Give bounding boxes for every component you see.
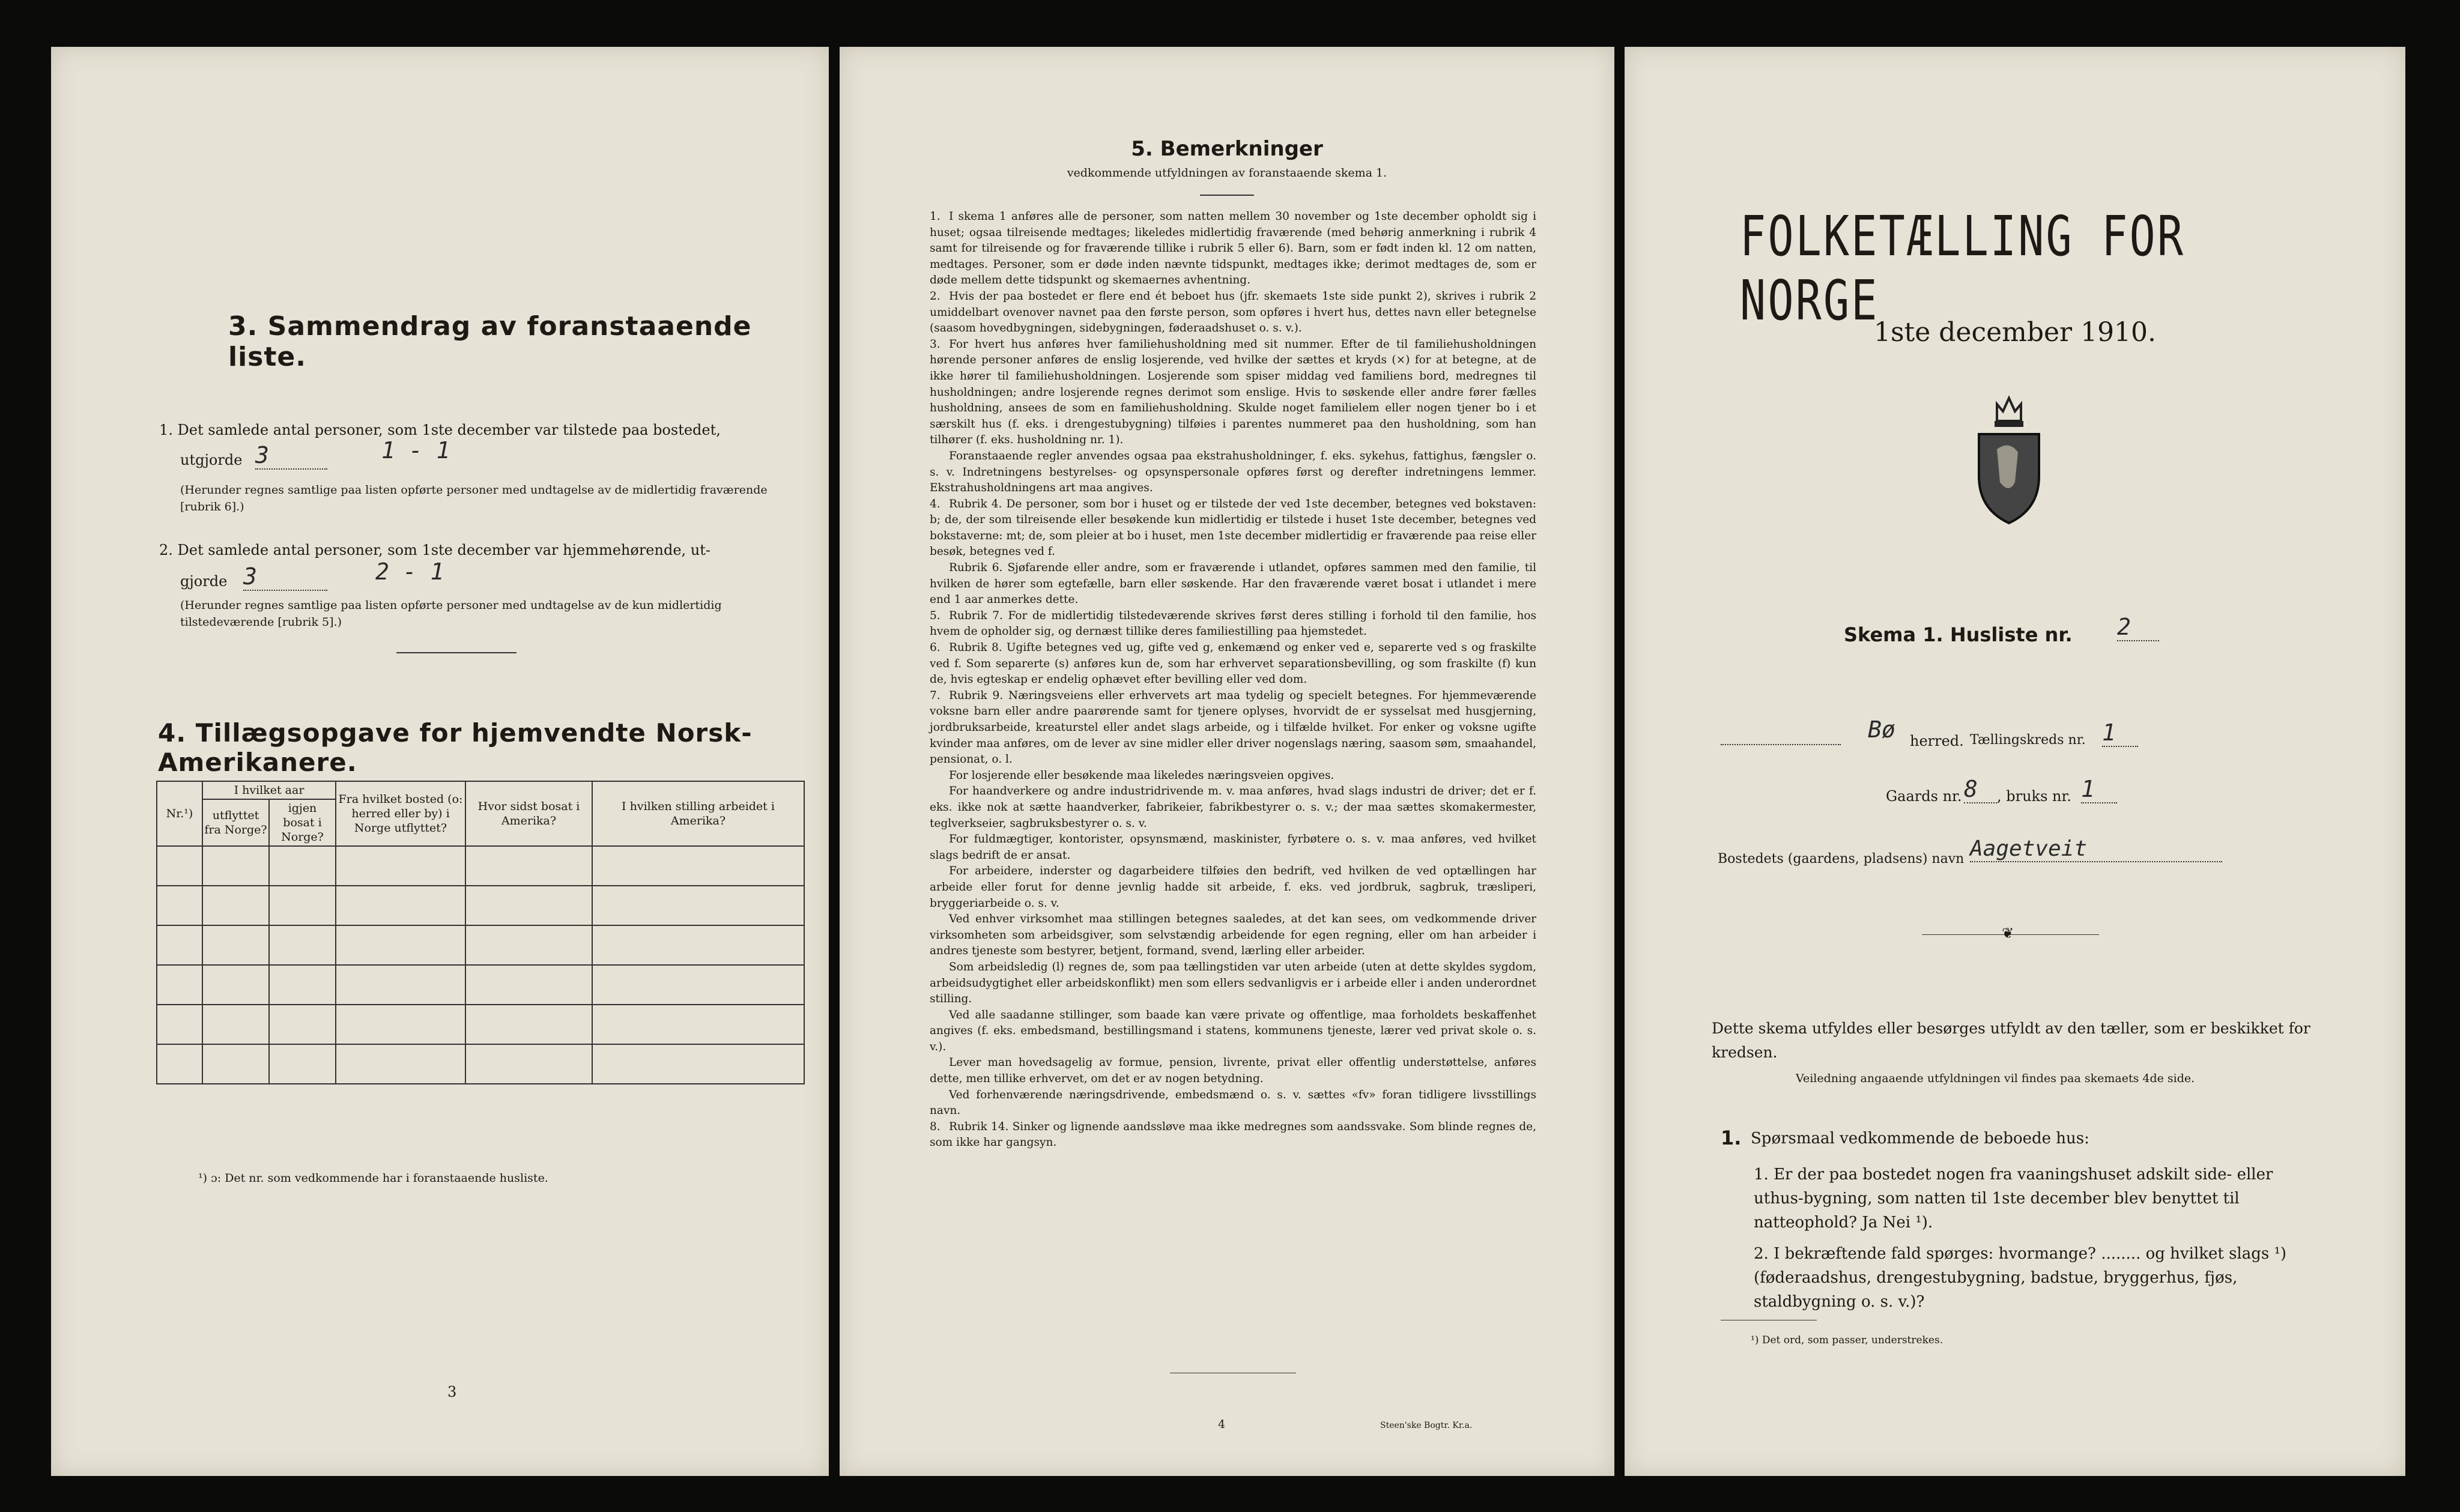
divider bbox=[1200, 195, 1254, 196]
herred-label: herred. bbox=[1910, 733, 1964, 749]
col-nr: Nr.¹) bbox=[157, 781, 202, 846]
remark-paragraph bbox=[930, 640, 1536, 688]
remark-number: 3. bbox=[930, 337, 941, 351]
gaards-label: Gaards nr. bbox=[1886, 788, 1962, 805]
instructions: Dette skema utfyldes eller besørges utfyldt av den tæller, som er beskikket for kredsen. bbox=[1712, 1020, 2310, 1061]
remark-paragraph bbox=[930, 688, 1536, 768]
remark-text: Rubrik 14. Sinker og lignende aandssløve maa ikke medregnes som aandssvake. Som blinde regnes de, som ikke har gangsyn. bbox=[930, 1120, 1536, 1149]
bruks-label: , bruks nr. bbox=[1997, 788, 2071, 805]
item2-note: (Herunder regnes samtlige paa listen opførte personer med undtagelse av de kun midlertidig tilstedeværende [rubrik 5].) bbox=[180, 599, 722, 629]
remark-paragraph bbox=[930, 608, 1536, 640]
item2-line: 2. Det samlede antal personer, som 1ste december var hjemmehørende, ut- bbox=[159, 542, 710, 558]
remark-text: Ved enhver virksomhet maa stillingen betegnes saaledes, at det kan sees, om vedkommende driver virksomheten som arbeidsgiver, som selvstændig arbeidende for egen regning, eller om han arbeider i andres tjeneste som bestyrer, betjent, formand, svend, lærling eller arbeider. bbox=[930, 913, 1536, 958]
husliste-number: 2 bbox=[2117, 614, 2159, 641]
bruks-value: 1 bbox=[2081, 776, 2117, 803]
remark-text: Som arbeidsledig (l) regnes de, som paa tællingstiden var uten arbeide (uten at dette skyldes sygdom, arbeidsudygtighet eller arbeidskonflikt) men som ellers sedvanligvis er i arbeide eller i anden underordnet stilling. bbox=[930, 960, 1536, 1006]
remark-text: For arbeidere, inderster og dagarbeidere tilføies den bedrift, ved hvilken de ved optællingen har arbeide eller forut for denne jevnlig hadde sit arbeide, f. eks. ved jordbruk, sagbruk, træsliperi, bryggeriarbeide o. s. v. bbox=[930, 865, 1536, 910]
item1-prefix: utgjorde bbox=[180, 452, 243, 468]
remark-text: Rubrik 7. For de midlertidig tilstedeværende skrives først deres stilling i forhold til den familie, hos hvem de opholder sig, og dernæst tillike deres familiestilling paa hjemstedet. bbox=[930, 609, 1536, 638]
schema-label: Skema 1. Husliste nr. bbox=[1844, 623, 2073, 646]
remark-text: Foranstaaende regler anvendes ogsaa paa ekstrahusholdninger, f. eks. sykehus, fattighus, fængsler o. s. v. Indretningens bestyrelses- og opsynspersonale opføres først og derefter indretningens lemmer. Ekstrahusholdningens art maa angives. bbox=[930, 449, 1536, 495]
norsk-amerikanere-table bbox=[156, 781, 805, 1084]
page-number: 4 bbox=[1218, 1418, 1226, 1431]
remarks-title: 5. Bemerkninger bbox=[1131, 137, 1323, 161]
ornament-icon: ❦ bbox=[2002, 925, 2014, 942]
remark-number: 2. bbox=[930, 289, 941, 303]
remark-text: For haandverkere og andre industridrivende m. v. maa anføres, hvad slags industri de driver; det er f. eks. ikke nok at sætte haandverker, fabrikeier, fabrikbestyrer o. s. v.; der maa sættes skomakermester, teglverkseier, sagbruksbestyrer o. s. v. bbox=[930, 785, 1536, 830]
col-group-aar: I hvilket aar bbox=[202, 781, 336, 799]
col-sidst-bosat: Hvor sidst bosat i Amerika? bbox=[465, 781, 592, 846]
remark-text: Ved forhenværende næringsdrivende, embedsmænd o. s. v. sættes «fv» foran tidligere livsstillings navn. bbox=[930, 1088, 1536, 1117]
col-utflyttet: utflyttet fra Norge? bbox=[202, 799, 269, 846]
remark-text: Hvis der paa bostedet er flere end ét beboet hus (jfr. skemaets 1ste side punkt 2), skrives i rubrik 2 umiddelbart ovenover navnet paa den første person, som opføres i hvert hus, dettes navn eller betegnelse (saasom hovedbygningen, sidebygningen, føderaadshuset o. s. v.). bbox=[930, 289, 1536, 335]
remark-paragraph bbox=[930, 1055, 1536, 1087]
remark-paragraph bbox=[930, 449, 1536, 497]
remark-paragraph bbox=[930, 209, 1536, 289]
table-row bbox=[157, 1005, 804, 1044]
remark-paragraph bbox=[930, 1119, 1536, 1151]
remark-text: For fuldmægtiger, kontorister, opsynsmænd, maskinister, fyrbøtere o. s. v. maa anføres, ved hvilket slags bedrift de er ansat. bbox=[930, 833, 1536, 862]
remark-paragraph bbox=[930, 497, 1536, 560]
question-heading-num: 1. bbox=[1721, 1126, 1742, 1149]
remark-text: I skema 1 anføres alle de personer, som natten mellem 30 november og 1ste december opholdt sig i huset; ogsaa tilreisende medtages; likeledes midlertidig fraværende (med behørig anmerkning i rubrik 4 samt for tilreisende og for fraværende tillike i rubrik 5 eller 6). Barn, som er født inden kl. 12 om natten, medtages. Personer, som er døde inden nævnte tidspunkt, medtages ikke; derimot medtages de, som er døde mellem dette tidspunkt og skemaernes avhentning. bbox=[930, 210, 1536, 287]
bosted-value: Aagetveit bbox=[1970, 836, 2222, 862]
item1-handwritten: 1 - 1 bbox=[381, 437, 450, 464]
section3-title: 3. Sammendrag av foranstaaende liste. bbox=[228, 311, 752, 372]
instructions-small: Veiledning angaaende utfyldningen vil findes paa skemaets 4de side. bbox=[1796, 1072, 2195, 1085]
remark-paragraph bbox=[930, 1087, 1536, 1119]
gaards-value: 8 bbox=[1964, 776, 1997, 803]
census-date: 1ste december 1910. bbox=[1873, 317, 2157, 348]
table-row bbox=[157, 886, 804, 925]
table-row bbox=[157, 846, 804, 886]
item1-line: 1. Det samlede antal personer, som 1ste december var tilstede paa bostedet, bbox=[159, 422, 721, 438]
col-bosat: igjen bosat i Norge? bbox=[269, 799, 336, 846]
remark-paragraph bbox=[930, 863, 1536, 912]
page-number: 3 bbox=[447, 1383, 457, 1400]
kreds-label: Tællingskreds nr. bbox=[1970, 733, 2086, 748]
herred-value: Bø bbox=[1868, 716, 1895, 743]
remark-number: 4. bbox=[930, 497, 941, 510]
item1-value: 3 bbox=[255, 442, 327, 470]
remark-paragraph bbox=[930, 560, 1536, 608]
remark-text: Rubrik 6. Sjøfarende eller andre, som er fraværende i utlandet, opføres sammen med den familie, til hvilken de hører som egtefælle, barn eller søskende. Har den fraværende været bosat i utlandet i mere end 1 aar anmerkes dette. bbox=[930, 561, 1536, 606]
printer-imprint: Steen'ske Bogtr. Kr.a. bbox=[1380, 1421, 1473, 1430]
divider bbox=[396, 652, 517, 653]
remark-paragraph bbox=[930, 1008, 1536, 1056]
remarks-subtitle: vedkommende utfyldningen av foranstaaende skema 1. bbox=[1067, 166, 1387, 180]
coat-of-arms-icon bbox=[1973, 392, 2045, 527]
remark-text: Rubrik 9. Næringsveiens eller erhvervets art maa tydelig og specielt betegnes. For hjemmeværende voksne barn eller andre paarørende samt for tjenere oplyses, hvorvidt de er sysselsat med husgjerning, jordbruksarbeide, kreaturstel eller andet slags arbeide, og i tilfælde hvilket. For enker og voksne ugifte kvinder maa anføres, om de lever av sine midler eller driver nogenslags næring, saasom søm, smaahandel, pensionat, o. l. bbox=[930, 689, 1536, 766]
table-row bbox=[157, 925, 804, 965]
remark-paragraph bbox=[930, 832, 1536, 863]
right-page bbox=[1625, 47, 2405, 1476]
bosted-label: Bostedets (gaardens, pladsens) navn bbox=[1718, 851, 1965, 866]
table-row bbox=[157, 1044, 804, 1084]
census-title: FOLKETÆLLING FOR NORGE bbox=[1740, 204, 2186, 333]
right-footnote: ¹) Det ord, som passer, understrekes. bbox=[1751, 1334, 1943, 1346]
question-2: 2. I bekræftende fald spørges: hvormange? ........ og hvilket slags ¹) (føderaadshus, drengestubygning, badstue, bryggerhus, fjøs, staldbygning o. s. v.)? bbox=[1754, 1245, 2287, 1311]
remark-text: Ved alle saadanne stillinger, som baade kan være private og offentlige, maa forholdets beskaffenhet angives (f. eks. embedsmand, bestillingsmand i statens, kommunens tjeneste, lærer ved privat skole o. s. v.). bbox=[930, 1008, 1536, 1053]
remark-paragraph bbox=[930, 768, 1536, 784]
remark-number: 8. bbox=[930, 1120, 941, 1133]
item2-prefix: gjorde bbox=[180, 573, 228, 590]
remark-number: 1. bbox=[930, 210, 941, 223]
remark-paragraph bbox=[930, 337, 1536, 449]
col-stilling: I hvilken stilling arbeidet i Amerika? bbox=[592, 781, 804, 846]
col-fra-bosted: Fra hvilket bosted (o: herred eller by) i Norge utflyttet? bbox=[336, 781, 465, 846]
table-footnote: ¹) ɔ: Det nr. som vedkommende har i foranstaaende husliste. bbox=[198, 1172, 548, 1185]
herred-dots bbox=[1721, 743, 1841, 745]
remark-number: 7. bbox=[930, 689, 941, 702]
remark-number: 6. bbox=[930, 641, 941, 655]
middle-page bbox=[840, 47, 1614, 1476]
section4-title: 4. Tillægsopgave for hjemvendte Norsk-Amerikanere. bbox=[158, 718, 753, 777]
kreds-value: 1 bbox=[2102, 719, 2138, 747]
item2-value: 3 bbox=[243, 563, 327, 591]
question-heading: Spørsmaal vedkommende de beboede hus: bbox=[1751, 1129, 2089, 1148]
remark-paragraph bbox=[930, 784, 1536, 832]
item2-handwritten: 2 - 1 bbox=[375, 558, 444, 585]
remark-text: Lever man hovedsagelig av formue, pension, livrente, privat eller offentlig understøttelse, anføres dette, men tillike erhvervet, om det er av nogen betydning. bbox=[930, 1056, 1536, 1086]
remark-text: Rubrik 8. Ugifte betegnes ved ug, gifte ved g, enkemænd og enker ved e, separerte ved s og fraskilte ved f. Som separerte (s) anføres kun de, som har erhvervet separationsbevilling, og som fraskilte (f) kun de, hvis egteskap er endelig ophævet efter bevilling eller ved dom. bbox=[930, 641, 1536, 686]
left-page bbox=[51, 47, 829, 1476]
remark-paragraph bbox=[930, 960, 1536, 1008]
remark-text: Rubrik 4. De personer, som bor i huset og er tilstede der ved 1ste december, betegnes ved bokstaven: b; de, der som tilreisende eller besøkende kun midlertidig er tilstede i huset 1ste december, betegnes ved bokstaverne: mt; de, som pleier at bo i huset, men 1ste december midlertidig er fraværende paa reise eller besøk, betegnes ved f. bbox=[930, 497, 1536, 558]
table-row bbox=[157, 965, 804, 1005]
remark-paragraph bbox=[930, 912, 1536, 960]
remark-text: For hvert hus anføres hver familiehusholdning med sit nummer. Efter de til familiehusholdningen hørende personer anføres de enslig losjerende, ved hvilke der sættes et kryds (×) for at betegne, at de ikke hører til familiehusholdningen. Losjerende som spiser middag ved familiens bord, medregnes til husholdningen; andre losjerende regnes derimot som enslige. Hvis to søskende eller andre fører fælles husholdning, ansees de som en familiehusholdning. Skulde noget familielem eller nogen tjener bo i et særskilt hus (f. eks. i drengestubygning) tilføies i parentes nummeret paa den husholdning, som han tilhører (f. eks. husholdning nr. 1). bbox=[930, 337, 1536, 447]
remark-number: 5. bbox=[930, 609, 941, 622]
remarks-list bbox=[930, 209, 1536, 1151]
remark-text: For losjerende eller besøkende maa likeledes næringsveien opgives. bbox=[949, 769, 1335, 782]
item1-note: (Herunder regnes samtlige paa listen opførte personer med undtagelse av de midlertidig fraværende [rubrik 6].) bbox=[180, 483, 768, 513]
question-1: 1. Er der paa bostedet nogen fra vaaningshuset adskilt side- eller uthus-bygning, som natten til 1ste december blev benyttet til natteophold? Ja Nei ¹). bbox=[1754, 1166, 2273, 1232]
remark-paragraph bbox=[930, 289, 1536, 337]
